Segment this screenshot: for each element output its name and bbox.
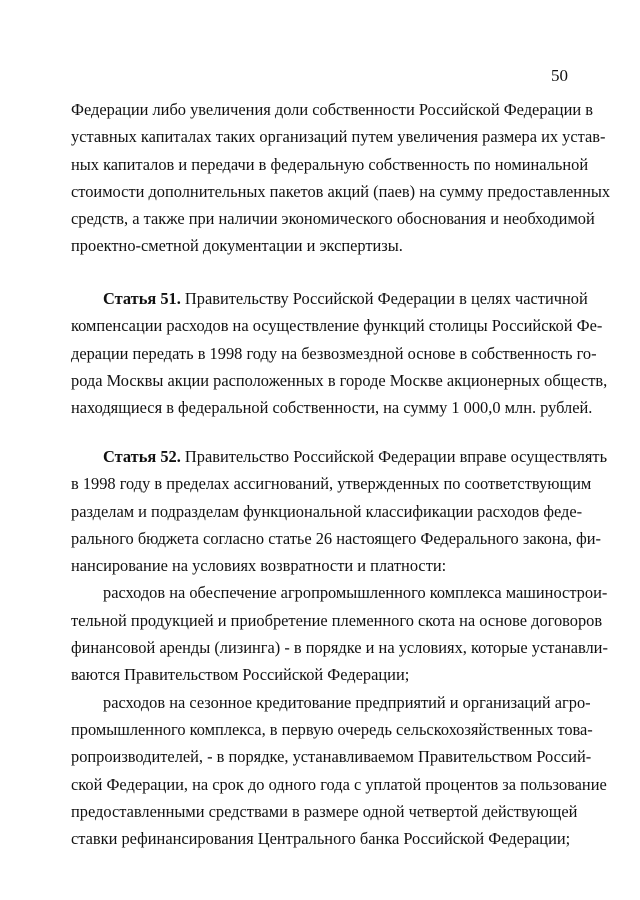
text-line: разделам и подразделам функциональной классификации расходов феде- bbox=[71, 501, 583, 521]
text-line: уставных капиталах таких организаций путем увеличения размера их устав- bbox=[71, 127, 606, 147]
text-line: стоимости дополнительных пакетов акций (паев) на сумму предоставленных bbox=[71, 181, 611, 201]
text-line: находящиеся в федеральной собственности, на сумму 1 000,0 млн. рублей. bbox=[71, 398, 593, 418]
text-line: рального бюджета согласно статье 26 настоящего Федерального закона, фи- bbox=[71, 528, 602, 548]
list-item-line: ской Федерации, на срок до одного года с уплатой процентов за пользование bbox=[71, 774, 607, 794]
article-heading: Статья 51. bbox=[103, 289, 181, 308]
article-first-line bbox=[71, 443, 608, 470]
text-line: нансирование на условиях возвратности и платности: bbox=[71, 556, 447, 576]
text-line: в 1998 году в пределах ассигнований, утвержденных по соответствующим bbox=[71, 474, 592, 494]
list-item-line: промышленного комплекса, в первую очередь сельскохозяйственных това- bbox=[71, 719, 593, 739]
article-first-line-text: Правительству Российской Федерации в целях частичной bbox=[180, 289, 588, 308]
text-line: Федерации либо увеличения доли собственности Российской Федерации в bbox=[71, 100, 593, 119]
article-51 bbox=[71, 285, 608, 421]
text-line: средств, а также при наличии экономического обоснования и необходимой bbox=[71, 209, 595, 229]
page-number: 50 bbox=[551, 66, 568, 85]
list-item-line: расходов на обеспечение агропромышленного комплекса машинострои- bbox=[103, 583, 608, 603]
list-item-line: предоставленными средствами в размере одной четвертой действующей bbox=[71, 801, 578, 821]
article-first-line bbox=[71, 285, 588, 312]
paragraph-continuation bbox=[71, 96, 611, 260]
text-line: компенсации расходов на осуществление функций столицы Российской Фе- bbox=[71, 316, 603, 336]
text-line: проектно-сметной документации и экспертизы. bbox=[71, 236, 403, 256]
text-line: дерации передать в 1998 году на безвозмездной основе в собственность го- bbox=[71, 343, 597, 363]
text-line: ных капиталов и передачи в федеральную собственность по номинальной bbox=[71, 154, 589, 174]
text-line: рода Москвы акции расположенных в городе Москве акционерных обществ, bbox=[71, 370, 608, 390]
article-first-line-text: Правительство Российской Федерации вправе осуществлять bbox=[180, 447, 608, 466]
article-heading: Статья 52. bbox=[103, 447, 181, 466]
list-item-line: финансовой аренды (лизинга) - в порядке и на условиях, которые устанавли- bbox=[71, 638, 608, 658]
list-item-line: ваются Правительством Российской Федерации; bbox=[71, 665, 410, 685]
article-52 bbox=[71, 443, 608, 852]
list-item-line: тельной продукцией и приобретение племенного скота на основе договоров bbox=[71, 610, 603, 630]
list-item-line: ропроизводителей, - в порядке, устанавливаемом Правительством Россий- bbox=[71, 747, 592, 767]
list-item-line: ставки рефинансирования Центрального банка Российской Федерации; bbox=[71, 829, 571, 849]
list-item-line: расходов на сезонное кредитование предприятий и организаций агро- bbox=[103, 692, 591, 712]
